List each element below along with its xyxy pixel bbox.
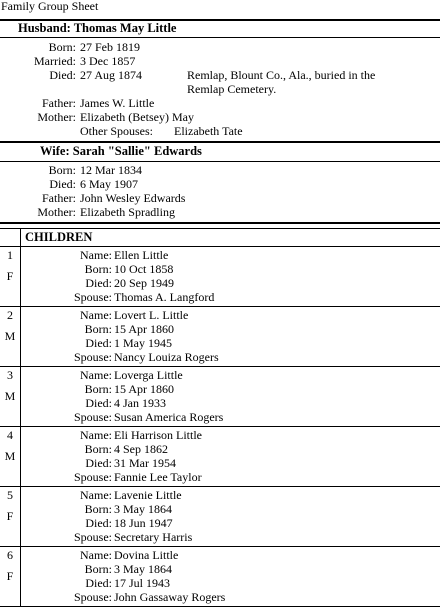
husband-died-value: 27 Aug 1874 [80, 68, 143, 82]
child-died-value: 18 Jun 1947 [114, 516, 173, 530]
child-spouse-value: Nancy Louiza Rogers [114, 350, 219, 364]
child-name-label: Name: [80, 248, 112, 262]
child-sex: F [6, 509, 14, 523]
wife-born-label: Born: [48, 163, 76, 177]
wife-died-value: 6 May 1907 [80, 177, 138, 191]
wife-born-value: 12 Mar 1834 [80, 163, 142, 177]
child-number: 3 [7, 368, 13, 382]
child-name-value: Dovina Little [114, 548, 179, 562]
child-died-label: Died: [85, 276, 112, 290]
child-born-value: 3 May 1864 [114, 502, 172, 516]
wife-died-label: Died: [49, 177, 76, 191]
child-spouse-label: Spouse: [73, 350, 112, 364]
child-spouse-label: Spouse: [73, 530, 112, 544]
child-divider [0, 366, 440, 367]
child-name-label: Name: [80, 428, 112, 442]
other-spouses-label: Other Spouses: [80, 124, 153, 138]
child-divider [0, 486, 440, 487]
child-name-label: Name: [80, 368, 112, 382]
child-born-value: 10 Oct 1858 [114, 262, 174, 276]
husband-father-label: Father: [42, 96, 76, 110]
child-divider [0, 426, 440, 427]
husband-born-label: Born: [48, 40, 76, 54]
child-sex: F [6, 269, 14, 283]
child-sex: F [6, 569, 14, 583]
child-name-label: Name: [80, 308, 112, 322]
child-name-value: Eli Harrison Little [114, 428, 202, 442]
child-name-value: Loverga Little [114, 368, 183, 382]
child-died-value: 20 Sep 1949 [114, 276, 174, 290]
child-died-label: Died: [85, 336, 112, 350]
child-name-label: Name: [80, 548, 112, 562]
child-spouse-label: Spouse: [73, 590, 112, 604]
document-title: Family Group Sheet [1, 0, 99, 13]
child-spouse-value: John Gassaway Rogers [114, 590, 226, 604]
child-spouse-value: Susan America Rogers [114, 410, 224, 424]
husband-father-value: James W. Little [80, 96, 155, 110]
wife-father-value: John Wesley Edwards [80, 191, 186, 205]
child-number: 4 [7, 428, 13, 442]
child-spouse-value: Fannie Lee Taylor [114, 470, 202, 484]
children-top-rule [0, 222, 440, 224]
child-died-label: Died: [85, 396, 112, 410]
child-spouse-label: Spouse: [73, 290, 112, 304]
child-died-label: Died: [85, 456, 112, 470]
husband-died-note: Remlap, Blount Co., Ala., buried in the Remlap Cemetery. [187, 68, 376, 96]
child-name-label: Name: [80, 488, 112, 502]
child-spouse-value: Secretary Harris [114, 530, 193, 544]
child-spouse-label: Spouse: [73, 410, 112, 424]
husband-married-label: Married: [34, 54, 76, 68]
child-spouse-label: Spouse: [73, 470, 112, 484]
child-died-value: 31 Mar 1954 [114, 456, 176, 470]
child-born-label: Born: [84, 382, 112, 396]
child-name-value: Ellen Little [114, 248, 169, 262]
wife-heading: Wife: Sarah "Sallie" Edwards [40, 144, 202, 158]
child-died-label: Died: [85, 516, 112, 530]
child-born-value: 3 May 1864 [114, 562, 172, 576]
child-sex: M [4, 449, 16, 463]
husband-married-value: 3 Dec 1857 [80, 54, 136, 68]
husband-mother-value: Elizabeth (Betsey) May [80, 110, 194, 124]
children-heading-rule [0, 246, 440, 247]
child-died-value: 17 Jul 1943 [114, 576, 171, 590]
child-died-label: Died: [85, 576, 112, 590]
child-died-value: 1 May 1945 [114, 336, 172, 350]
child-name-value: Lavenie Little [114, 488, 182, 502]
husband-died-label: Died: [49, 68, 76, 82]
child-born-label: Born: [84, 322, 112, 336]
wife-heading-rule [0, 161, 440, 162]
wife-mother-value: Elizabeth Spradling [80, 205, 175, 219]
husband-heading: Husband: Thomas May Little [18, 21, 177, 35]
children-bottom-rule [0, 606, 440, 607]
child-born-label: Born: [84, 562, 112, 576]
wife-father-label: Father: [42, 191, 76, 205]
other-spouses-value: Elizabeth Tate [174, 124, 243, 138]
child-born-value: 15 Apr 1860 [114, 382, 174, 396]
child-spouse-value: Thomas A. Langford [114, 290, 215, 304]
child-born-label: Born: [84, 442, 112, 456]
wife-top-rule [0, 141, 440, 143]
children-heading: CHILDREN [25, 230, 93, 244]
child-number: 1 [7, 248, 13, 262]
husband-mother-label: Mother: [37, 110, 76, 124]
child-name-value: Lovert L. Little [114, 308, 189, 322]
child-divider [0, 546, 440, 547]
husband-born-value: 27 Feb 1819 [80, 40, 140, 54]
child-born-value: 15 Apr 1860 [114, 322, 174, 336]
child-born-value: 4 Sep 1862 [114, 442, 168, 456]
child-sex: M [4, 389, 16, 403]
husband-heading-rule [0, 37, 440, 38]
child-number: 6 [7, 548, 13, 562]
child-born-label: Born: [84, 502, 112, 516]
child-died-value: 4 Jan 1933 [114, 396, 166, 410]
child-number: 5 [7, 488, 13, 502]
child-sex: M [4, 329, 16, 343]
children-column-divider [20, 228, 21, 607]
child-divider [0, 306, 440, 307]
wife-mother-label: Mother: [37, 205, 76, 219]
child-number: 2 [7, 308, 13, 322]
children-header-rule [0, 228, 440, 229]
child-born-label: Born: [84, 262, 112, 276]
